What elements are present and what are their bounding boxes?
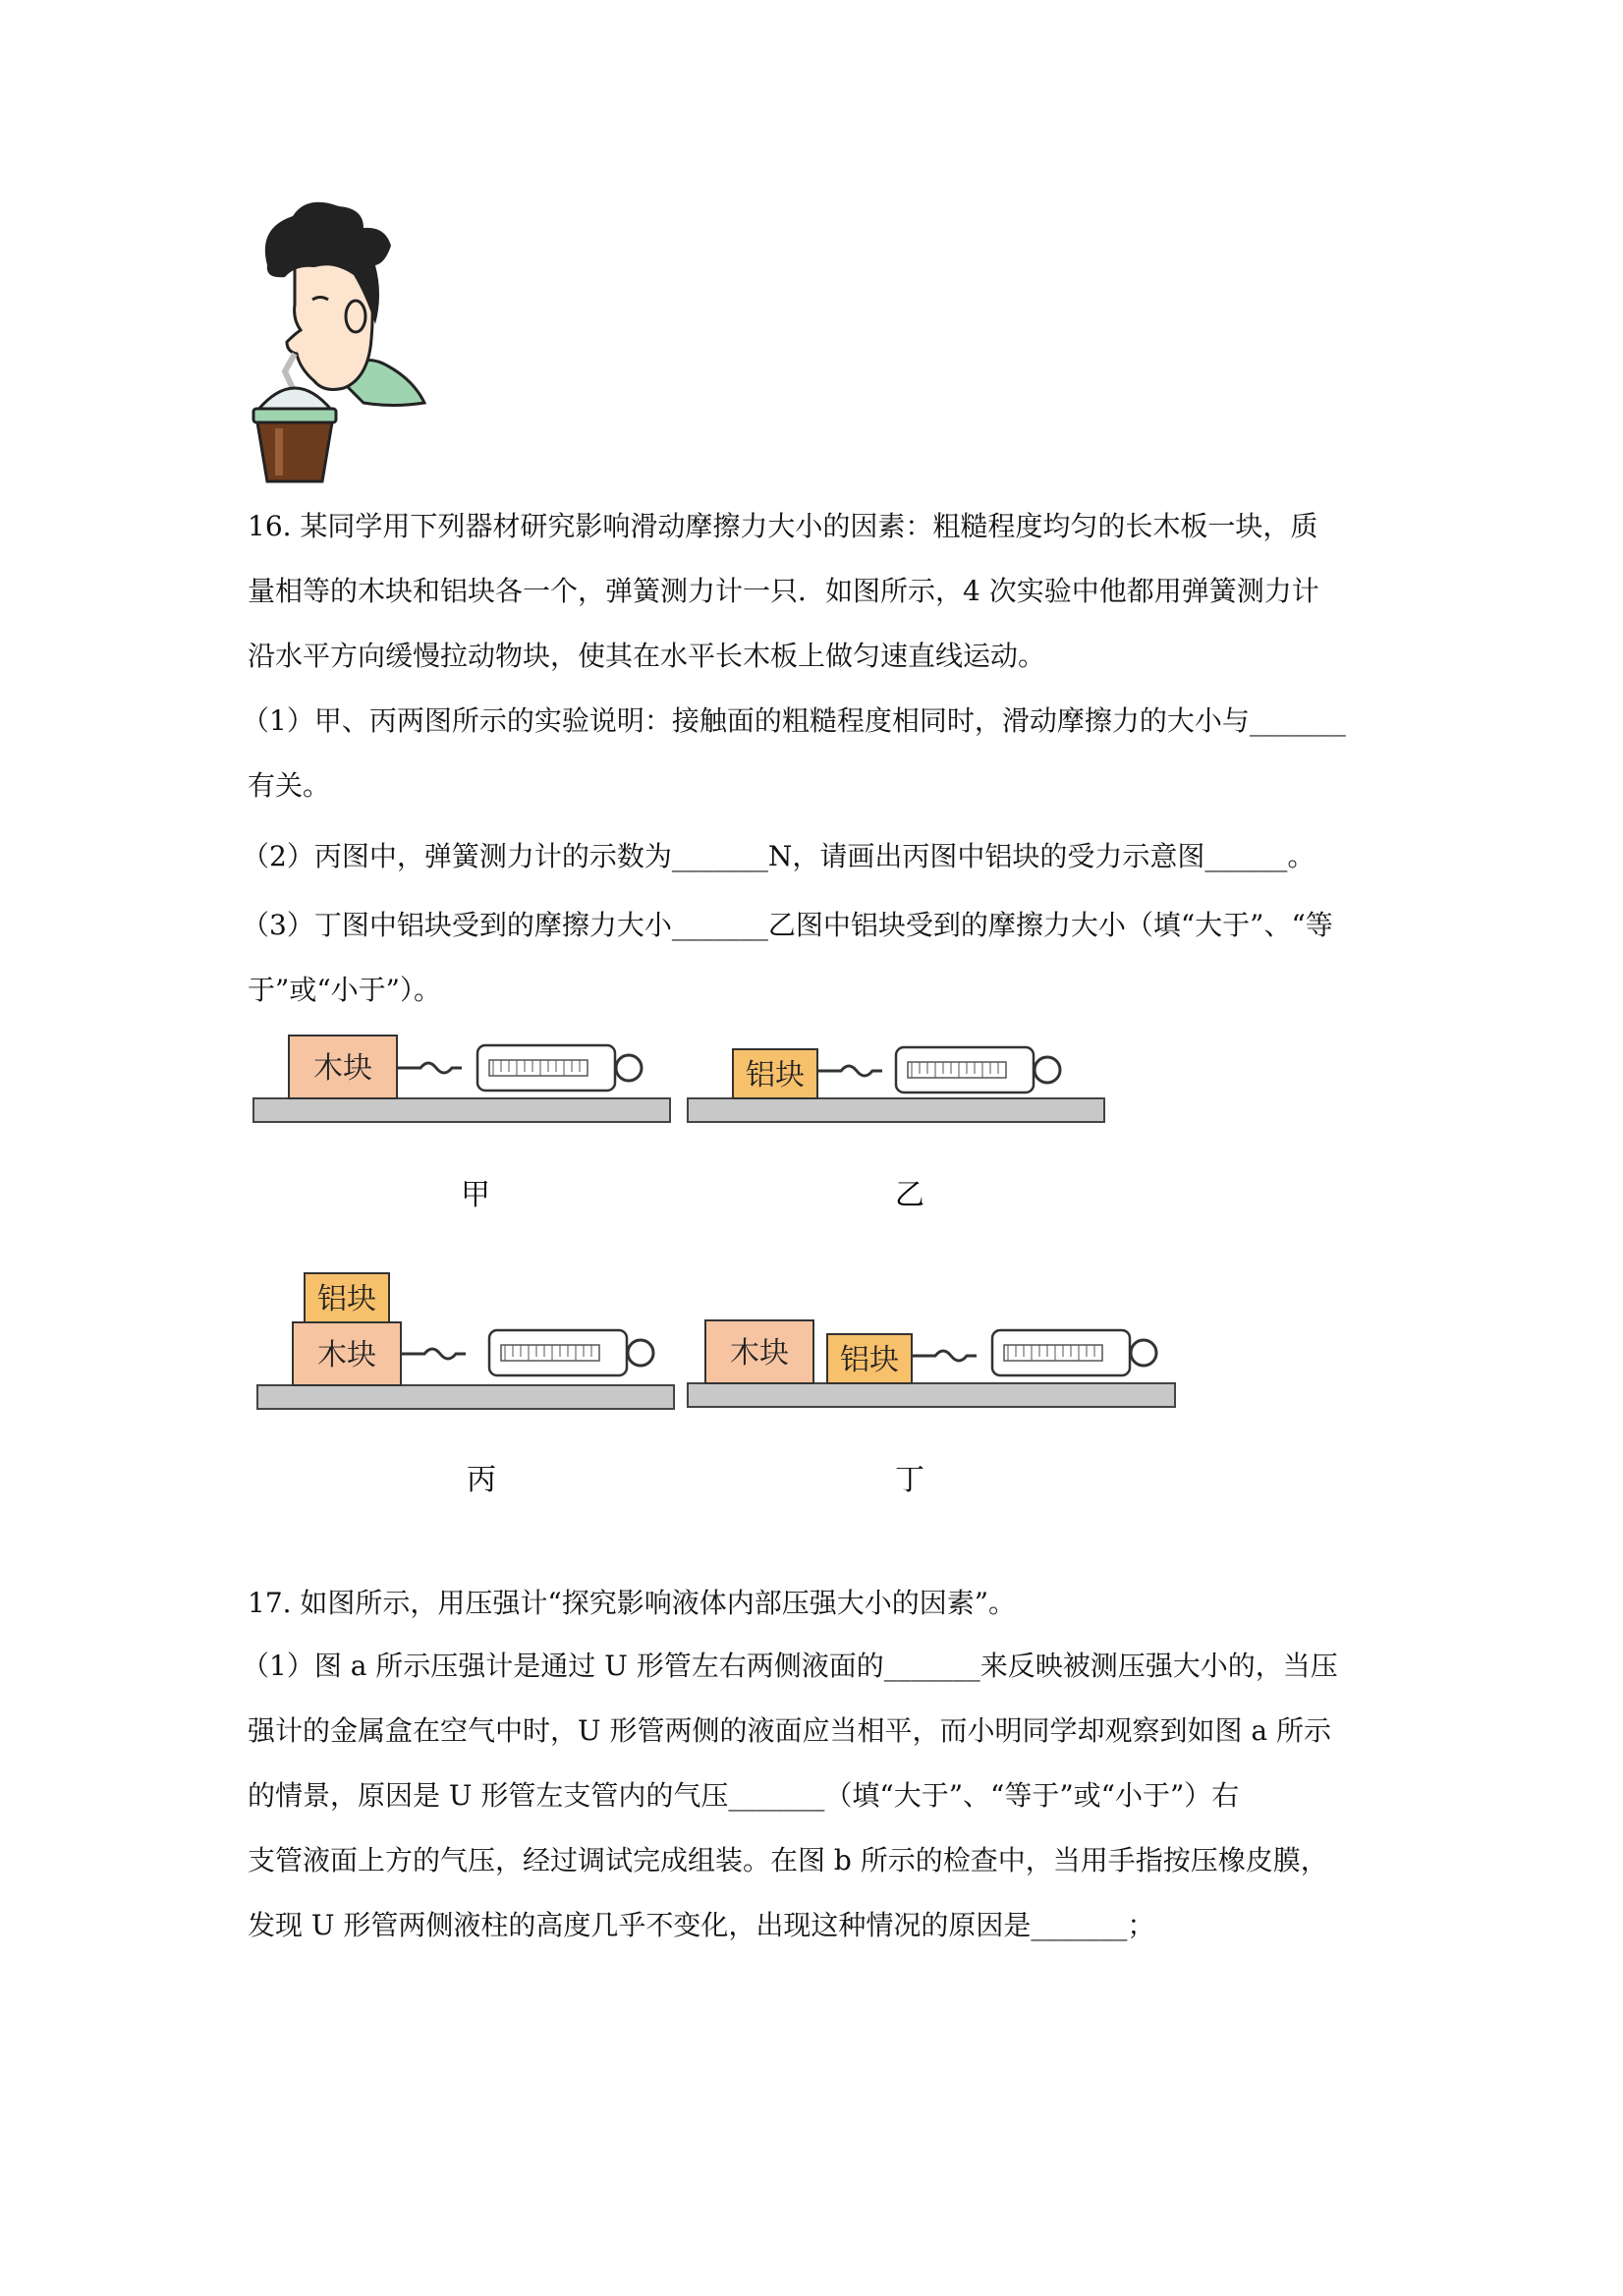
- wood-block-label-jia: 木块: [313, 1051, 372, 1086]
- board-yi: [688, 1098, 1104, 1122]
- figure-yi: [688, 1047, 1104, 1122]
- q16-part-2: （2）丙图中，弹簧测力计的示数为_______N，请画出丙图中铝块的受力示意图______。: [242, 840, 1315, 872]
- board-jia: [253, 1098, 670, 1122]
- caption-jia: 甲: [461, 1178, 490, 1212]
- q17-part-1-line-3: 的情景，原因是 U 形管左支管内的气压_______（填“大于”、“等于”或“小于”）右: [248, 1779, 1240, 1812]
- alu-block-label-yi: 铝块: [746, 1058, 805, 1092]
- q17-part-1-line-5: 发现 U 形管两侧液柱的高度几乎不变化，出现这种情况的原因是_______；: [248, 1909, 1155, 1941]
- q17-part-1-line-4: 支管液面上方的气压，经过调试完成组装。在图 b 所示的检查中，当用手指按压橡皮膜，: [248, 1844, 1328, 1876]
- alu-block-label-bing: 铝块: [317, 1282, 376, 1316]
- figure-ding: [688, 1320, 1175, 1407]
- q17-line-1: 17. 如图所示，用压强计“探究影响液体内部压强大小的因素”。: [248, 1587, 1017, 1619]
- caption-bing: 丙: [467, 1463, 496, 1497]
- q17-part-1-line-2: 强计的金属盒在空气中时，U 形管两侧的液面应当相平，而小明同学却观察到如图 a 所示: [248, 1714, 1331, 1747]
- board-ding: [688, 1383, 1175, 1407]
- q16-line-3: 沿水平方向缓慢拉动物块，使其在水平长木板上做匀速直线运动。: [248, 640, 1046, 672]
- q16-part-3-line-2: 于”或“小于”）。: [248, 974, 441, 1006]
- q16-part-1-line-2: 有关。: [248, 769, 331, 802]
- caption-yi: 乙: [895, 1178, 924, 1212]
- figure-bing: [257, 1273, 674, 1409]
- q16-part-1-line-1: （1）甲、丙两图所示的实验说明：接触面的粗糙程度相同时，滑动摩擦力的大小与_______: [242, 704, 1346, 737]
- alu-block-label-ding: 铝块: [840, 1343, 899, 1377]
- caption-ding: 丁: [895, 1463, 924, 1497]
- board-bing: [257, 1385, 674, 1409]
- q16-line-1: 16. 某同学用下列器材研究影响滑动摩擦力大小的因素：粗糙程度均匀的长木板一块，质: [248, 510, 1318, 542]
- figure-jia: [253, 1036, 670, 1122]
- wood-block-label-ding: 木块: [730, 1336, 789, 1371]
- q16-line-2: 量相等的木块和铝块各一个，弹簧测力计一只．如图所示，4 次实验中他都用弹簧测力计: [248, 575, 1319, 607]
- q16-part-3-line-1: （3）丁图中铝块受到的摩擦力大小_______乙图中铝块受到的摩擦力大小（填“大于”、“等: [242, 909, 1333, 941]
- wood-block-label-bing: 木块: [317, 1338, 376, 1372]
- q17-part-1-line-1: （1）图 a 所示压强计是通过 U 形管左右两侧液面的_______来反映被测压强大小的，当压: [242, 1650, 1338, 1682]
